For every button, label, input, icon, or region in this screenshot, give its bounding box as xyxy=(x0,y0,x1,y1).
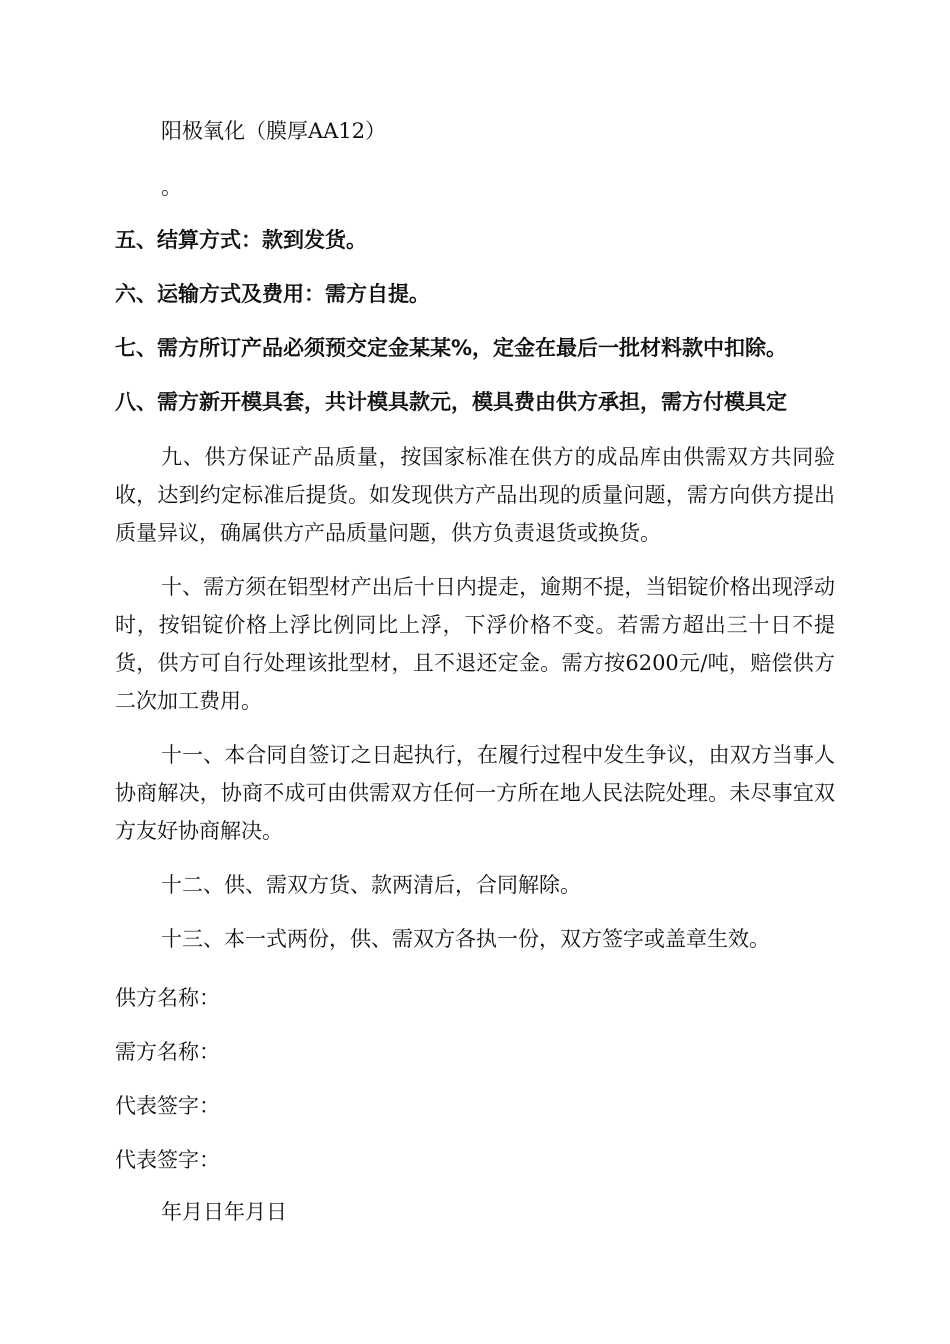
clause-11-disputes: 十一、本合同自签订之日起执行，在履行过程中发生争议，由双方当事人协商解决，协商不成可由供需双方任何一方所在地人民法院处理。未尽事宜双方友好协商解决。 xyxy=(115,743,835,843)
clause-6-transport: 六、运输方式及费用：需方自提。 xyxy=(115,282,430,306)
clause-12-termination: 十二、供、需双方货、款两清后，合同解除。 xyxy=(161,873,581,897)
date-line: 年月日年月日 xyxy=(161,1200,287,1224)
representative-signature-label: 代表签字： xyxy=(115,1094,220,1118)
clause-10-pickup: 十、需方须在铝型材产出后十日内提走，逾期不提，当铝锭价格出现浮动时，按铝锭价格上浮比例同比上浮，下浮价格不变。若需方超出三十日不提货，供方可自行处理该批型材，且不退还定金。需方按6200元/吨，赔偿供方二次加工费用。 xyxy=(115,575,835,713)
clause-13-copies: 十三、本一式两份，供、需双方各执一份，双方签字或盖章生效。 xyxy=(161,927,770,951)
clause-5-settlement: 五、结算方式：款到发货。 xyxy=(115,228,367,252)
representative-signature-label-2: 代表签字： xyxy=(115,1148,220,1172)
clause-9-quality: 九、供方保证产品质量，按国家标准在供方的成品库由供需双方共同验收，达到约定标准后提货。如发现供方产品出现的质量问题，需方向供方提出质量异议，确属供方产品质量问题，供方负责退货或换货。 xyxy=(115,445,835,545)
period-line: 。 xyxy=(161,175,182,199)
buyer-name-label: 需方名称： xyxy=(115,1040,220,1064)
anodizing-line: 阳极氧化（膜厚AA12） xyxy=(161,119,387,143)
clause-8-molds: 八、需方新开模具套，共计模具款元，模具费由供方承担，需方付模具定 xyxy=(115,390,787,414)
supplier-name-label: 供方名称： xyxy=(115,986,220,1010)
clause-7-deposit: 七、需方所订产品必须预交定金某某%，定金在最后一批材料款中扣除。 xyxy=(115,336,788,360)
